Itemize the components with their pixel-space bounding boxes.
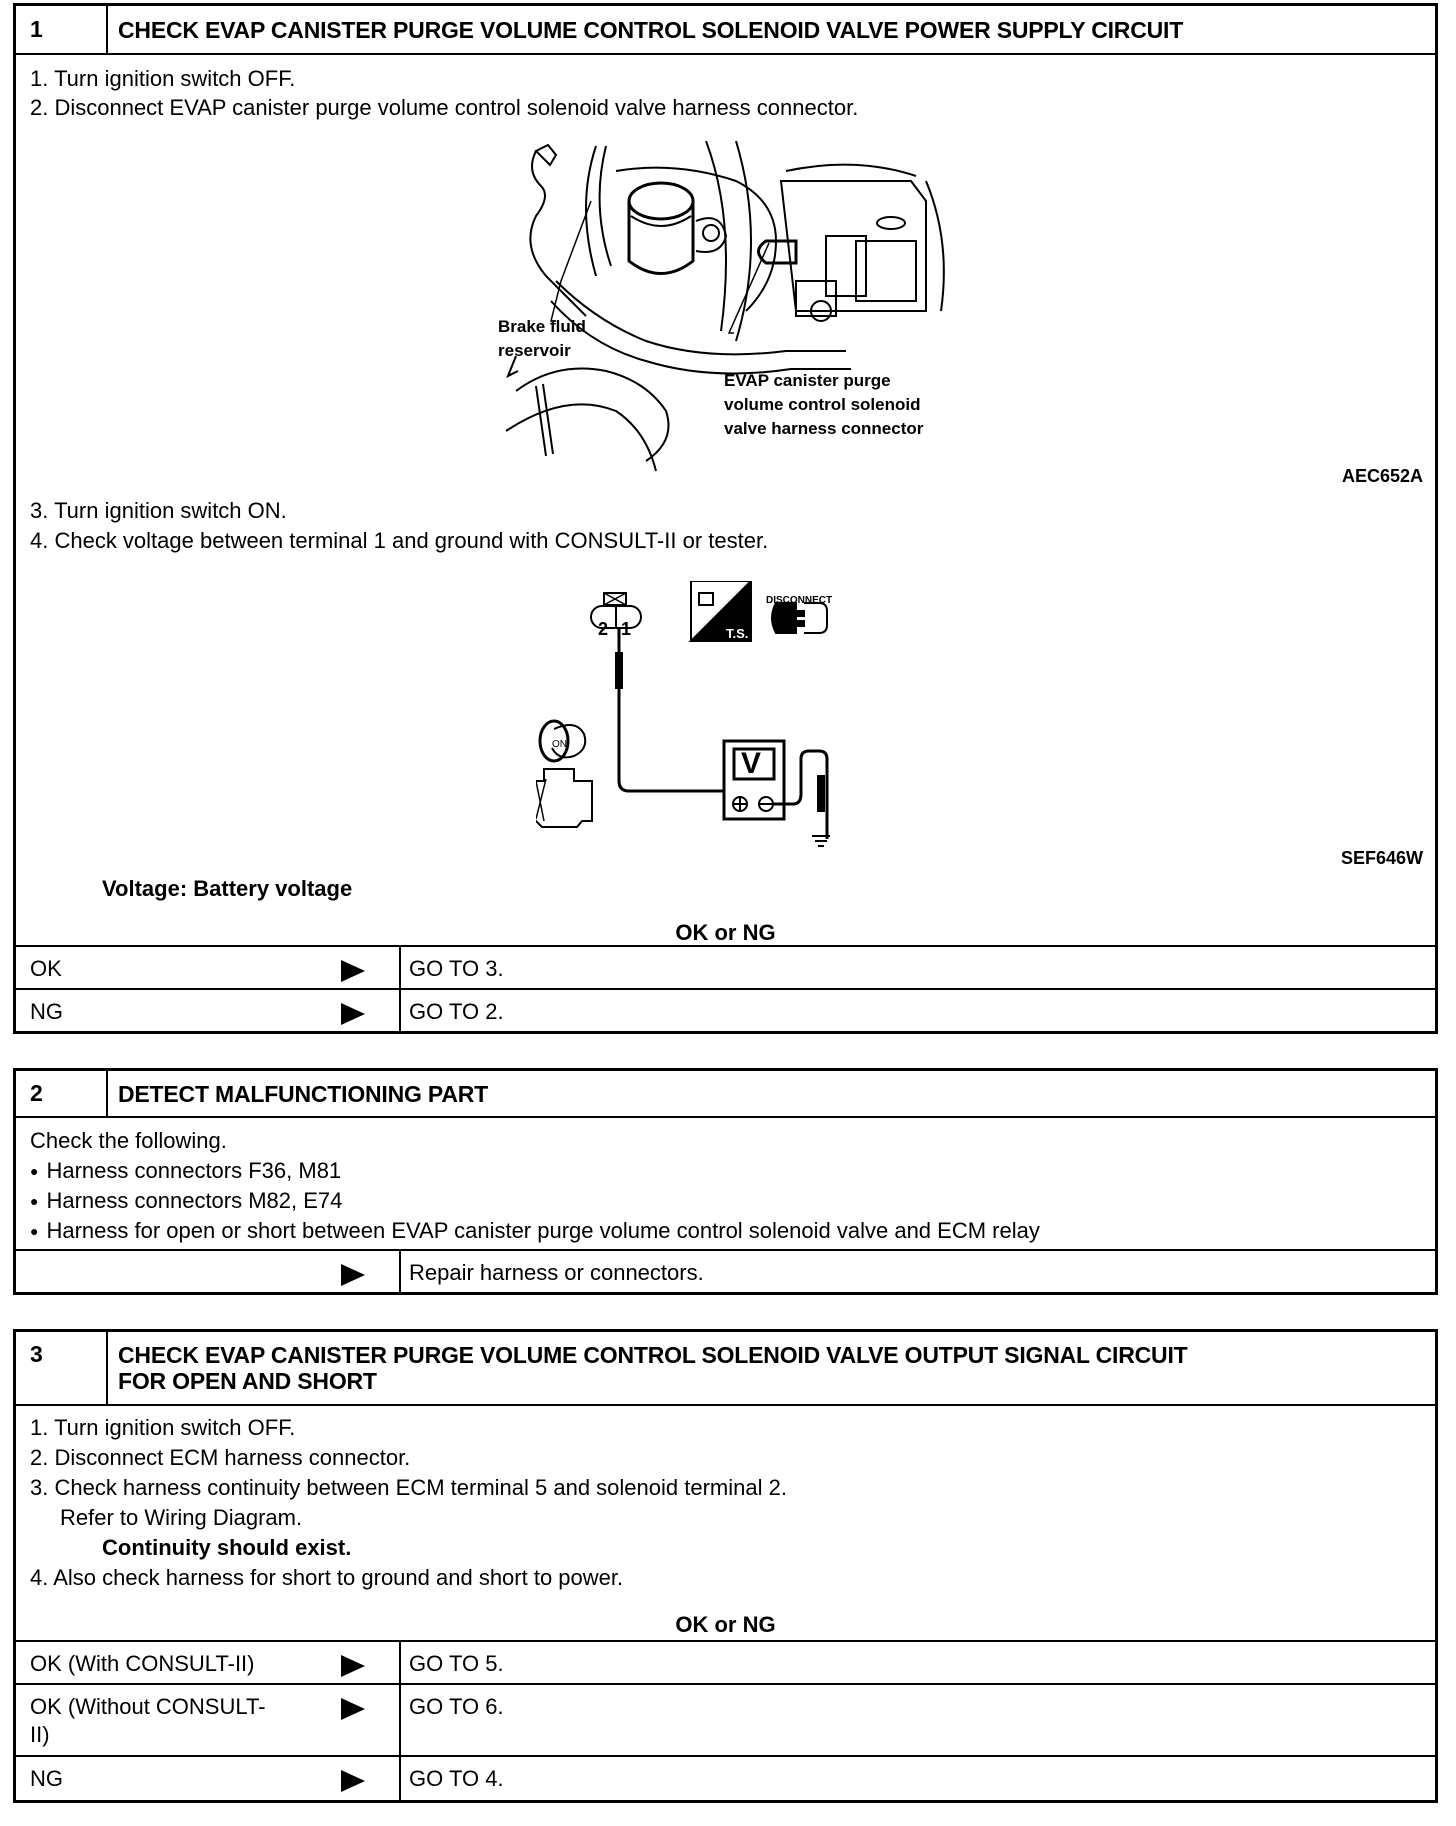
step-1-header [16,6,1435,55]
instruction: 3. Check harness continuity between ECM terminal 5 and solenoid terminal 2. [30,1475,787,1500]
arrow-right-icon [341,1655,365,1677]
instruction: 2. Disconnect EVAP canister purge volume control solenoid valve harness connector. [30,95,859,120]
step-number: 3 [16,1332,108,1404]
instruction: 3. Turn ignition switch ON. [30,498,287,523]
result-action: GO TO 6. [409,1694,504,1719]
result-row-ng [16,988,1435,1033]
disconnect-icon-label: DISCONNECT [766,595,833,606]
step-number: 2 [16,1071,108,1116]
result-row-ok-with-consult [16,1640,1435,1685]
bullet-icon: ● [30,1223,39,1239]
result-action: GO TO 5. [409,1651,504,1676]
result-row [16,1249,1435,1294]
result-condition: OK (Without CONSULT- II) [16,1685,401,1757]
result-row-ng [16,1755,1435,1802]
bullet-item: ● Harness for open or short between EVAP canister purge volume control solenoid valve and ECM relay [30,1218,1040,1243]
label-brake-fluid-reservoir: Brake fluid [498,317,586,336]
result-row-ok [16,945,1435,990]
step-2-header [16,1071,1435,1118]
result-condition: NG [16,990,401,1033]
ts-icon-label: T.S. [726,626,749,641]
result-action: GO TO 3. [409,956,504,981]
connector-terminal: 2 [598,619,609,639]
step-2-box [13,1068,1438,1295]
step-3-box [13,1329,1438,1803]
instruction: 4. Check voltage between terminal 1 and ground with CONSULT-II or tester. [30,528,769,553]
instruction: 1. Turn ignition switch OFF. [30,66,296,91]
label-evap-connector: volume control solenoid [724,395,921,414]
voltage-check-diagram [536,581,876,861]
label-evap-connector: valve harness connector [724,419,924,438]
instruction-note: Refer to Wiring Diagram. [60,1505,303,1530]
result-header: OK or NG [675,920,776,945]
result-condition: NG [16,1757,401,1802]
result-action: Repair harness or connectors. [409,1260,704,1285]
bullet-icon: ● [30,1163,39,1179]
spec-voltage: Voltage: Battery voltage [102,876,353,901]
label-brake-fluid-reservoir: reservoir [498,341,571,360]
step-title: DETECT MALFUNCTIONING PART [118,1080,489,1107]
arrow-right-icon [341,1698,365,1720]
result-action: GO TO 4. [409,1766,504,1791]
arrow-right-icon [341,1003,365,1025]
bullet-item: ● Harness connectors M82, E74 [30,1188,343,1213]
result-header: OK or NG [675,1612,776,1637]
step-title: CHECK EVAP CANISTER PURGE VOLUME CONTROL SOLENOID VALVE POWER SUPPLY CIRCUIT [118,16,1184,43]
instruction: 1. Turn ignition switch OFF. [30,1415,296,1440]
result-row-ok-without-consult [16,1683,1435,1757]
arrow-right-icon [341,960,365,982]
instruction: 2. Disconnect ECM harness connector. [30,1445,411,1470]
ignition-key-icon-label: ON [552,739,567,750]
connector-terminal: 1 [621,619,632,639]
instruction: 4. Also check harness for short to ground and short to power. [30,1565,624,1590]
spec-continuity: Continuity should exist. [102,1535,352,1560]
result-condition: OK (With CONSULT-II) [16,1642,401,1685]
bullet-item: ● Harness connectors F36, M81 [30,1158,342,1183]
arrow-right-icon [341,1770,365,1792]
result-action: GO TO 2. [409,999,504,1024]
step-1-box [13,3,1438,1034]
step-number: 1 [16,6,108,53]
label-evap-connector: EVAP canister purge [724,371,891,390]
step-title: CHECK EVAP CANISTER PURGE VOLUME CONTROL SOLENOID VALVE OUTPUT SIGNAL CIRCUIT FOR OPEN AND SHORT [118,1342,1188,1394]
step-3-header [16,1332,1435,1406]
arrow-right-icon [341,1264,365,1286]
result-condition: OK [16,947,401,990]
bullet-icon: ● [30,1193,39,1209]
voltmeter-icon-label: V [741,747,762,780]
figure-id: SEF646W [1340,848,1423,868]
intro-text: Check the following. [30,1128,227,1153]
figure-id: AEC652A [1341,466,1423,486]
